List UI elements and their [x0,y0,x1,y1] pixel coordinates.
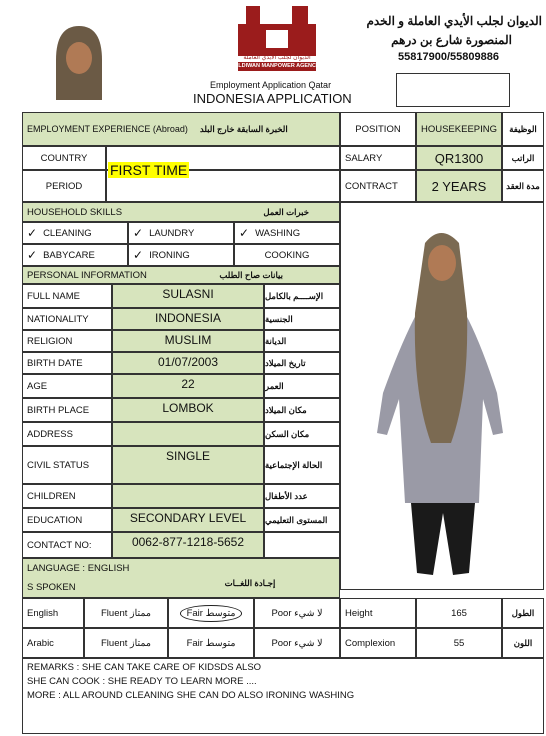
personal-label-ar: العمر [264,374,340,398]
position-label: POSITION [340,112,416,146]
salary-value: QR1300 [416,146,502,170]
lang-english-fluent: Fluent ممتاز [84,598,168,628]
lang-english-fair [168,598,254,628]
personal-value: MUSLIM [112,330,264,352]
skill-babycare: ✓ BABYCARE [22,244,128,266]
checkmark-icon: ✓ [133,226,144,240]
skill-cooking: COOKING [234,244,340,266]
personal-label-ar: الجنسية [264,308,340,330]
personal-value: SECONDARY LEVEL [112,508,264,532]
contract-value: 2 YEARS [416,170,502,202]
skill-ironing: ✓ IRONING [128,244,234,266]
personal-label-ar: المستوى التعليمي [264,508,340,532]
agency-logo [234,2,320,74]
personal-value: SULASNI [112,284,264,308]
remarks-line-3: MORE : ALL AROUND CLEANING SHE CAN DO ALSO IRONING WASHING [27,690,355,701]
checkmark-icon: ✓ [133,248,144,262]
remarks-box [22,658,544,734]
personal-value: INDONESIA [112,308,264,330]
remarks-line-2: SHE CAN COOK : SHE READY TO LEARN MORE .... [27,676,257,687]
logo-caption-ar: الديوان لجلب الأيدي العاملة [243,55,311,61]
personal-label-ar: الديانة [264,330,340,352]
country-label: COUNTRY [22,146,106,170]
position-label-ar: الوظيفة [502,112,544,146]
period-label: PERIOD [22,170,106,202]
form-title: Employment Application Qatar [210,80,332,90]
checkmark-icon: ✓ [239,226,250,240]
contract-label: CONTRACT [340,170,416,202]
reference-box [396,73,510,107]
personal-label-ar: مكان السكن [264,422,340,446]
position-value: HOUSEKEEPING [416,112,502,146]
personal-label-ar: الإســــم بالكامل [264,284,340,308]
complexion-label-ar: اللون [502,628,544,658]
personal-value: SINGLE [112,446,264,484]
personal-header: PERSONAL INFORMATION بيانات صاح الطلب [22,266,340,284]
personal-label-ar: مكان الميلاد [264,398,340,422]
salary-label: SALARY [340,146,416,170]
language-header-ar: إجـادة اللغــات [224,578,276,588]
personal-label: NATIONALITY [22,308,112,330]
personal-label: ADDRESS [22,422,112,446]
personal-value [112,422,264,446]
personal-label-ar: تاريخ الميلاد [264,352,340,374]
lang-arabic-fair: Fair متوسط [168,628,254,658]
skill-laundry: ✓ LAUNDRY [128,222,234,244]
full-body-photo [340,202,544,590]
headshot-photo [50,22,108,100]
personal-value: 22 [112,374,264,398]
fair-circled: Fair متوسط [180,605,243,622]
lang-english-poor: Poor لا شيء [254,598,340,628]
skill-cleaning: ✓ CLEANING [22,222,128,244]
logo-caption-en: ALDIWAN MANPOWER AGENCY [234,63,320,69]
lang-arabic-poor: Poor لا شيء [254,628,340,658]
form-subtitle: INDONESIA APPLICATION [193,91,352,106]
personal-value: 0062-877-1218-5652 [112,532,264,558]
contract-label-ar: مدة العقد [502,170,544,202]
personal-label: AGE [22,374,112,398]
lang-arabic: Arabic [22,628,84,658]
height-label: Height [340,598,416,628]
checkmark-icon: ✓ [27,248,38,262]
personal-label: EDUCATION [22,508,112,532]
complexion-label: Complexion [340,628,416,658]
personal-label: CONTACT NO: [22,532,112,558]
personal-value: 01/07/2003 [112,352,264,374]
personal-label: CIVIL STATUS [22,446,112,484]
personal-value [112,484,264,508]
personal-value: LOMBOK [112,398,264,422]
agency-phones: 55817900/55809886 [398,51,499,63]
lang-english: English [22,598,84,628]
personal-label: BIRTH DATE [22,352,112,374]
remarks-line-1: REMARKS : SHE CAN TAKE CARE OF KIDSDS ALSO [27,662,262,673]
personal-label: RELIGION [22,330,112,352]
height-value: 165 [416,598,502,628]
personal-label: BIRTH PLACE [22,398,112,422]
language-header: LANGUAGE : ENGLISH S SPOKEN [22,558,340,598]
complexion-value: 55 [416,628,502,658]
skill-washing: ✓ WASHING [234,222,340,244]
lang-arabic-fluent: Fluent ممتاز [84,628,168,658]
personal-label-ar: عدد الأطفال [264,484,340,508]
height-label-ar: الطول [502,598,544,628]
checkmark-icon: ✓ [27,226,38,240]
agency-address-ar: المنصورة شارع بن درهم [391,33,512,47]
experience-header: EMPLOYMENT EXPERIENCE (Abroad) الخبرة السابقة خارج البلد [22,112,340,146]
personal-label-ar: الحالة الإجتماعية [264,446,340,484]
experience-value: FIRST TIME [110,162,188,178]
personal-label-ar [264,532,340,558]
skills-header: HOUSEHOLD SKILLS خبرات العمل [22,202,340,222]
personal-label: CHILDREN [22,484,112,508]
personal-label: FULL NAME [22,284,112,308]
agency-name-ar: الديوان لجلب الأيدي العاملة و الخدم [366,14,542,28]
salary-label-ar: الراتب [502,146,544,170]
